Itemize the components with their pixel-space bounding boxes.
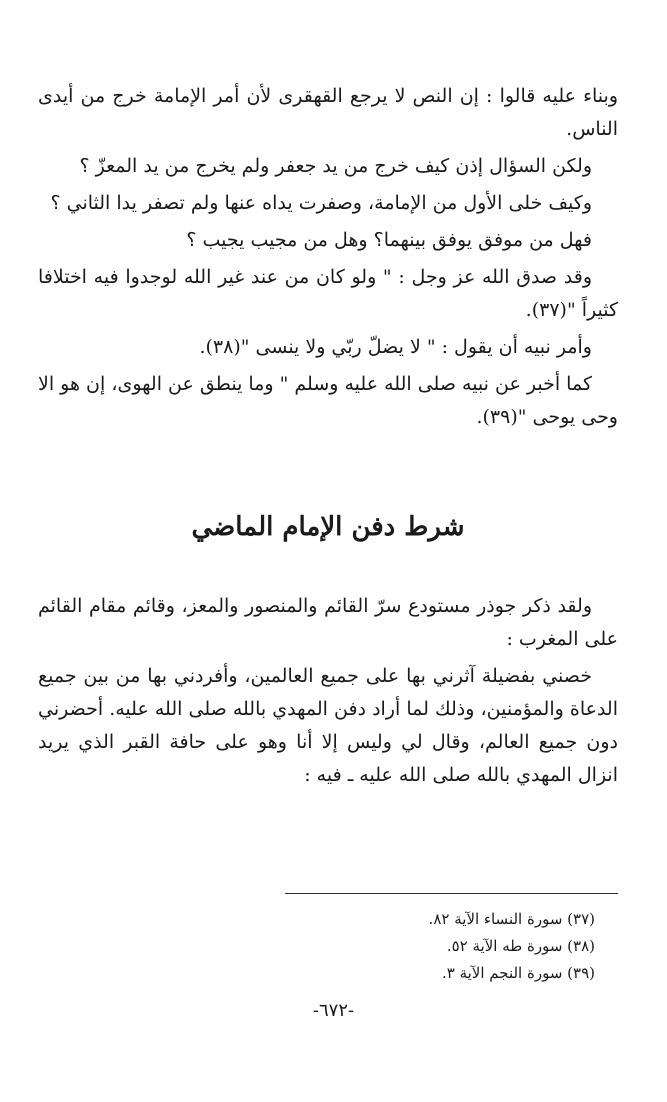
page-body <box>38 80 618 796</box>
paragraph: وكيف خلى الأول من الإمامة، وصفرت يداه عنها ولم تصفر يدا الثاني ؟ <box>50 192 592 214</box>
paragraph: خصني بفضيلة آثرني بها على جميع العالمين، وأفردني بها من بين جميع الدعاة والمؤمنين، وذلك لما أراد دفن المهدي بالله صلى الله عليه. أحضرني دون جميع العالم، وقال لي وليس إلا أنا وهو على حافة القبر الذي يريد انزال المهدي بالله صلى الله عليه ـ فيه : <box>38 665 618 786</box>
paragraph: ولكن السؤال إذن كيف خرج من يد جعفر ولم يخرج من يد المعزّ ؟ <box>79 155 592 177</box>
paragraph: وقد صدق الله عز وجل : " ولو كان من عند غير الله لوجدوا فيه اختلافا كثيراً "(٣٧). <box>38 266 618 321</box>
paragraph: وبناء عليه قالوا : إن النص لا يرجع القهقرى لأن أمر الإمامة خرج من أيدى الناس. <box>38 85 618 140</box>
paragraph: كما أخبر عن نبيه صلى الله عليه وسلم " وما ينطق عن الهوى، إن هو الا وحى يوحى "(٣٩). <box>38 373 618 428</box>
footnotes <box>175 906 595 987</box>
section-heading: شرط دفن الإمام الماضي <box>191 512 465 542</box>
footnote: (٣٨) سورة طه الآية ٥٢. <box>446 937 595 955</box>
paragraph: فهل من موفق يوفق بينهما؟ وهل من مجيب يجيب ؟ <box>186 229 592 251</box>
page-number: -٦٧٢- <box>312 1000 355 1021</box>
footnote-divider <box>285 893 618 894</box>
footnote: (٣٩) سورة النجم الآية ٣. <box>441 964 595 982</box>
paragraph: ولقد ذكر جوذر مستودع سرّ القائم والمنصور والمعز، وقائم مقام القائم على المغرب : <box>38 595 618 650</box>
paragraph: وأمر نبيه أن يقول : " لا يضلّ ربّي ولا ينسى "(٣٨). <box>199 336 592 358</box>
footnote: (٣٧) سورة النساء الآية ٨٢. <box>428 910 595 928</box>
